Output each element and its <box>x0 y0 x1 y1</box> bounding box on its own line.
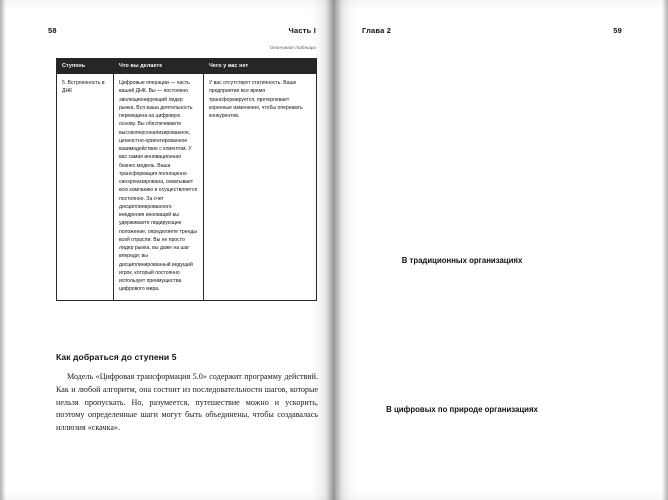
right-running-head: Глава 2 <box>362 26 392 35</box>
maturity-steps-table <box>56 58 317 301</box>
cell-what-you-do: Цифровые операции — часть вашей ДНК. Вы — постоянно эволюционирующий лидер рынка. Вся ваша деятельность переведена на цифровую основу. Вы обеспечиваете высокоперсонализированное, ценностно-ориентированное взаимодействие с клиентом. У вас самая инновационная бизнес-модель. Ваша трансформация полноценно синхронизирована, охватывает всю компанию и осуществляется постоянно. За счет дисциплинированного внедрения инноваций вы удерживаете лидирующее положение, определяете тренды всей отрасли. Вы не просто лидер рынка, вы даже на шаг впереди; вы дисциплинированный ведущий игрок, который постоянно использует преимущества цифрового мира. <box>114 74 204 301</box>
left-page-edge-shadow <box>0 0 6 500</box>
section-heading: Как добраться до ступени 5 <box>56 352 177 362</box>
figure-caption-traditional: В традиционных организациях <box>401 256 523 265</box>
table-header-missing: Чего у вас нет <box>204 59 317 74</box>
right-page-folio: 59 <box>613 26 622 35</box>
table-row <box>57 74 317 301</box>
cell-step-name: 5. Встроенность в ДНК <box>57 74 114 301</box>
right-page <box>334 0 668 500</box>
table-header-step: Ступень <box>57 59 114 74</box>
left-body-paragraph: Модель «Цифровая трансформация 5.0» содержит программу действий. Как и любой алгоритм, она состоит из последовательности шагов, которые нельзя пропускать. Но, разумеется, путешествие можно и ускорить, поэтому определенные шаги могут быть объединены, чтобы создавалась иллюзия «скачка». <box>56 372 318 433</box>
table-continuation-caption: Окончание таблицы <box>269 45 316 50</box>
figure-caption-digital-native: В цифровых по природе организациях <box>386 405 538 414</box>
left-page-folio: 58 <box>48 26 57 35</box>
right-page-edge-shadow <box>662 0 668 500</box>
table-header-row <box>57 59 317 74</box>
left-running-head: Часть I <box>288 26 316 35</box>
table-header-doing: Что вы делаете <box>114 59 204 74</box>
cell-what-you-lack: У вас отсутствует статичность. Ваше предприятие все время трансформируется, претерпевает коренные изменения, чтобы опережать конкурентов. <box>204 74 317 301</box>
